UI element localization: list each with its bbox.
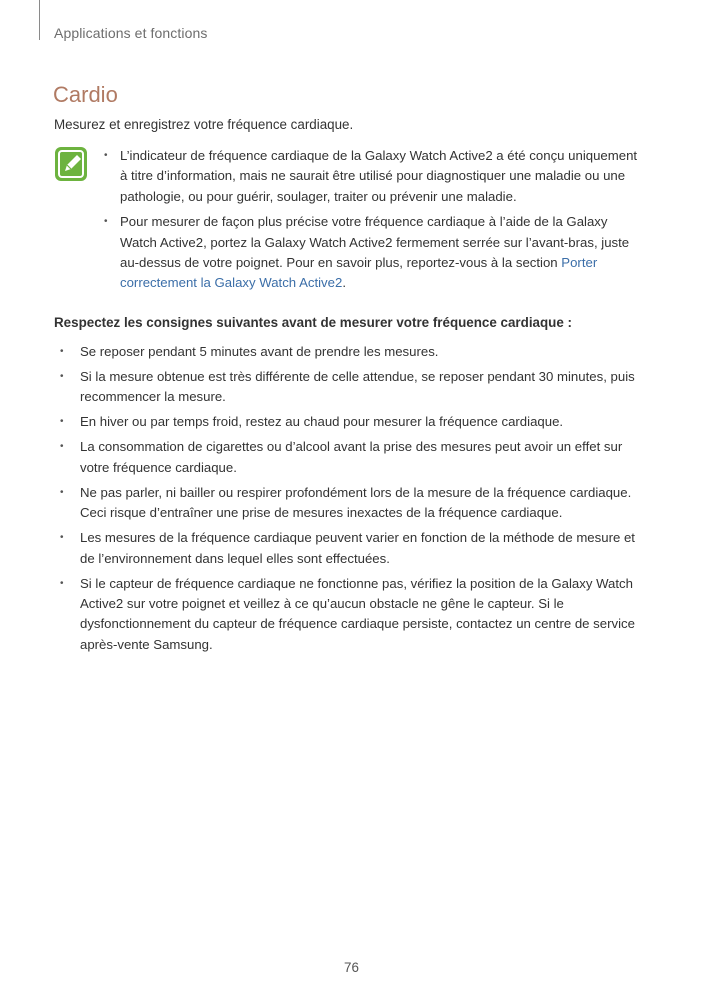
bullet: •	[104, 216, 108, 228]
note-text-end: .	[342, 275, 346, 291]
note-pencil-icon	[54, 146, 88, 182]
tip-text: Ne pas parler, ni bailler ou respirer profondément lors de la mesure de la fréquence cardiaque. Ceci risque d’entraîner une prise de mesures inexactes de la fréquence cardiaque.	[80, 484, 632, 521]
list-item	[60, 437, 648, 478]
tips-list	[60, 342, 648, 660]
bullet: •	[60, 486, 64, 498]
tip-text: La consommation de cigarettes ou d’alcool avant la prise des mesures peut avoir un effet sur votre fréquence cardiaque.	[80, 439, 623, 475]
bullet: •	[104, 150, 108, 161]
list-item	[60, 574, 648, 656]
tip-text: Les mesures de la fréquence cardiaque peuvent varier en fonction de la méthode de mesure et de l’environnement dans lequel elles sont effectuées.	[80, 530, 635, 566]
header-rule	[39, 0, 40, 40]
bullet: •	[60, 416, 64, 428]
bullet: •	[60, 346, 64, 357]
page-number: 76	[344, 960, 359, 975]
tip-text: Si la mesure obtenue est très différente de celle attendue, se reposer pendant 30 minutes, puis recommencer la mesure.	[80, 369, 635, 405]
note-list	[100, 146, 645, 299]
tip-text: Se reposer pendant 5 minutes avant de prendre les mesures.	[80, 344, 439, 359]
tips-heading: Respectez les consignes suivantes avant de mesurer votre fréquence cardiaque :	[54, 315, 572, 330]
intro-text: Mesurez et enregistrez votre fréquence cardiaque.	[54, 117, 354, 132]
running-header: Applications et fonctions	[54, 25, 208, 41]
list-item	[60, 367, 648, 408]
list-item	[60, 412, 648, 432]
note-text: L’indicateur de fréquence cardiaque de la Galaxy Watch Active2 a été conçu uniquement à titre d’information, mais ne saurait être utilisé pour diagnostiquer une maladie ou une pathologie, ou pour guérir, soulager, traiter ou prévenir une maladie.	[120, 148, 638, 204]
bullet: •	[60, 371, 64, 382]
list-item	[60, 483, 648, 524]
list-item	[60, 342, 648, 362]
tip-text: En hiver ou par temps froid, restez au chaud pour mesurer la fréquence cardiaque.	[80, 414, 564, 430]
page-title: Cardio	[53, 82, 118, 107]
bullet: •	[60, 577, 64, 589]
note-item	[100, 212, 645, 294]
note-item	[100, 146, 645, 207]
bullet: •	[60, 532, 64, 544]
bullet: •	[60, 441, 64, 453]
porter-correctement-link[interactable]: Porter correctement la Galaxy Watch Active2	[120, 255, 598, 291]
list-item	[60, 528, 648, 569]
note-text: Pour mesurer de façon plus précise votre fréquence cardiaque à l’aide de la Galaxy Watch Active2, portez la Galaxy Watch Active2 fermement serrée sur l’avant-bras, juste au-dessus de votre poignet. Pour en savoir plus, reportez-vous à la section	[120, 214, 630, 271]
tip-text: Si le capteur de fréquence cardiaque ne fonctionne pas, vérifiez la position de la Galaxy Watch Active2 sur votre poignet et veillez à ce qu’aucun obstacle ne gêne le capteur. Si le dysfonctionnement du capteur de fréquence cardiaque persiste, contactez un centre de service après-vente Samsung.	[80, 575, 635, 652]
